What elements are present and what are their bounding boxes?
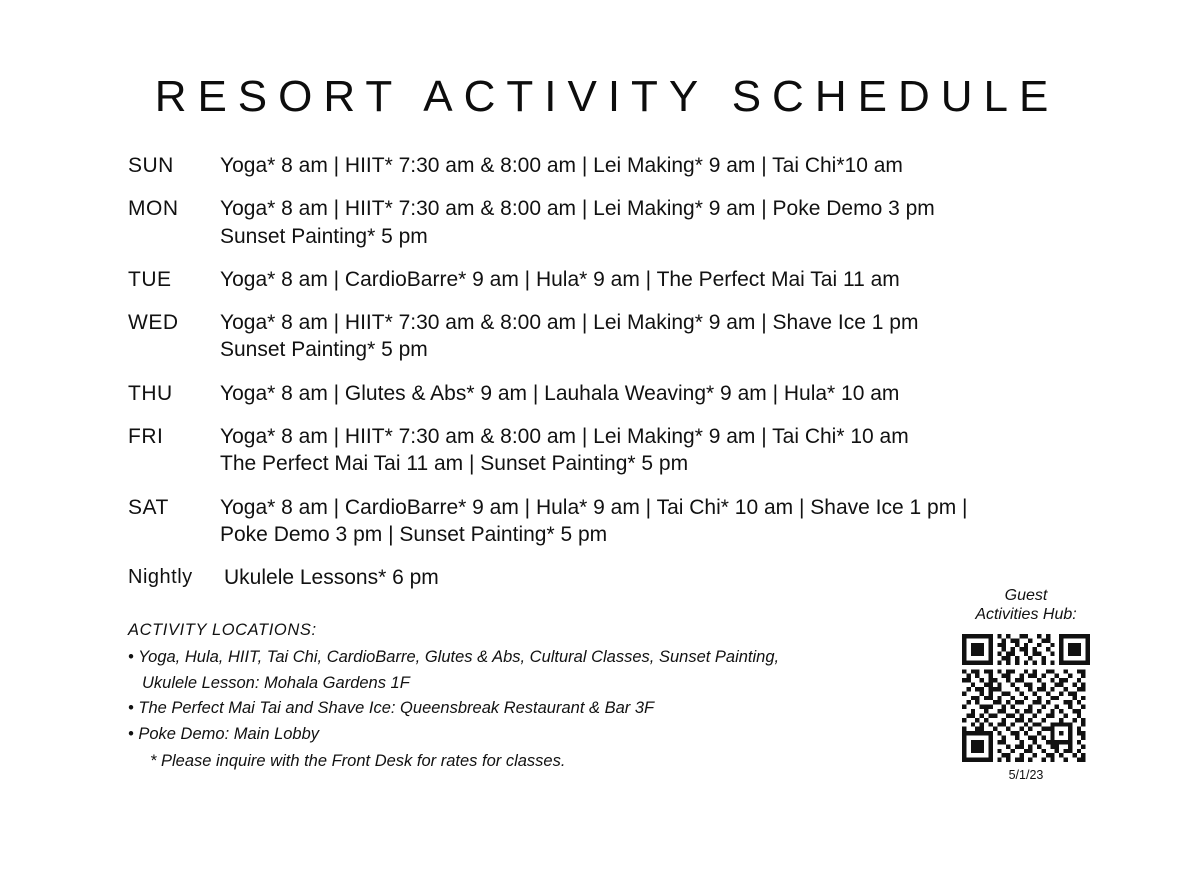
qr-caption-line1: Guest	[1004, 587, 1048, 604]
schedule-list	[0, 152, 1200, 592]
qr-caption-line2: Activities Hub:	[975, 606, 1077, 624]
revision-date: 5/1/23	[1008, 768, 1044, 783]
day-label-sat: SAT	[128, 495, 169, 519]
schedule-row-tue	[128, 266, 1160, 293]
locations-heading: ACTIVITY LOCATIONS:	[128, 620, 317, 639]
day-entries-sat	[220, 494, 967, 549]
qr-code-icon[interactable]	[962, 634, 1090, 762]
entry-line: Yoga* 8 am | CardioBarre* 9 am | Hula* 9 am | The Perfect Mai Tai 11 am	[220, 267, 900, 291]
entry-line: Poke Demo 3 pm | Sunset Painting* 5 pm	[220, 522, 608, 546]
entry-line: Sunset Painting* 5 pm	[220, 224, 428, 248]
entry-line: Ukulele Lessons* 6 pm	[224, 566, 439, 590]
entry-line: Yoga* 8 am | HIIT* 7:30 am & 8:00 am | Lei Making* 9 am | Poke Demo 3 pm	[220, 197, 935, 221]
day-entries-mon	[220, 195, 935, 250]
entry-line: Yoga* 8 am | HIIT* 7:30 am & 8:00 am | Lei Making* 9 am | Tai Chi*10 am	[220, 154, 903, 177]
day-label-fri: FRI	[128, 425, 164, 449]
entry-line: The Perfect Mai Tai 11 am | Sunset Painting* 5 pm	[220, 452, 689, 476]
day-entries-tue	[220, 266, 900, 293]
location-item: • The Perfect Mai Tai and Shave Ice: Queensbreak Restaurant & Bar 3F	[128, 699, 655, 718]
schedule-row-fri	[128, 423, 1160, 478]
entry-line: Yoga* 8 am | CardioBarre* 9 am | Hula* 9 am | Tai Chi* 10 am | Shave Ice 1 pm |	[220, 495, 968, 519]
schedule-row-wed	[128, 309, 1160, 364]
day-label-wed: WED	[128, 311, 179, 335]
day-entries-thu	[220, 380, 899, 407]
day-entries-sun	[220, 152, 903, 179]
schedule-row-thu	[128, 380, 1160, 407]
entry-line: Sunset Painting* 5 pm	[220, 338, 428, 362]
location-item: • Poke Demo: Main Lobby	[128, 724, 320, 743]
day-label-tue: TUE	[128, 267, 172, 291]
entry-line: Yoga* 8 am | Glutes & Abs* 9 am | Lauhala Weaving* 9 am | Hula* 10 am	[220, 381, 900, 405]
day-label-nightly: Nightly	[128, 566, 193, 589]
schedule-row-mon	[128, 195, 1160, 250]
day-label-thu: THU	[128, 381, 173, 405]
qr-caption	[960, 586, 1092, 624]
locations-note: * Please inquire with the Front Desk for rates for classes.	[150, 752, 566, 771]
schedule-row-sat	[128, 494, 1160, 549]
entry-line: Yoga* 8 am | HIIT* 7:30 am & 8:00 am | Lei Making* 9 am | Tai Chi* 10 am	[220, 425, 909, 449]
day-entries-wed	[220, 309, 918, 364]
day-label-mon: MON	[128, 197, 179, 221]
location-item: Ukulele Lesson: Mohala Gardens 1F	[142, 673, 410, 692]
entry-line: Yoga* 8 am | HIIT* 7:30 am & 8:00 am | Lei Making* 9 am | Shave Ice 1 pm	[220, 311, 919, 335]
activity-locations	[0, 618, 868, 775]
schedule-row-sun	[128, 152, 1160, 179]
day-entries-nightly	[224, 564, 439, 591]
location-item: • Yoga, Hula, HIIT, Tai Chi, CardioBarre, Glutes & Abs, Cultural Classes, Sunset Painting,	[128, 648, 780, 667]
guest-activities-hub-qr[interactable]	[960, 586, 1092, 782]
page-title: RESORT ACTIVITY SCHEDULE	[154, 72, 1060, 121]
day-label-sun: SUN	[128, 154, 174, 177]
day-entries-fri	[220, 423, 909, 478]
